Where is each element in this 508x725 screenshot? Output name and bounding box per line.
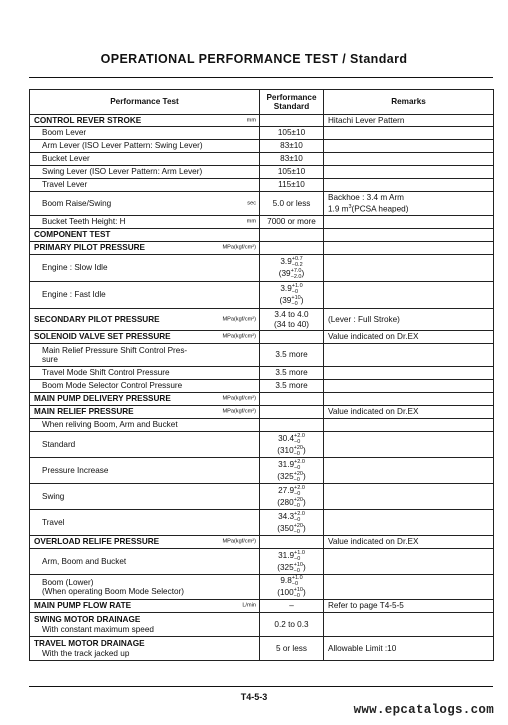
tol-down: −0 bbox=[291, 301, 298, 307]
row-label-line2: With constant maximum speed bbox=[42, 624, 154, 634]
row-unit: MPa(kgf/cm²) bbox=[222, 315, 256, 322]
row-name: Engine : Fast Idle bbox=[30, 282, 260, 309]
value-tolerance bbox=[294, 445, 303, 457]
table-row bbox=[30, 393, 494, 406]
row-remarks bbox=[324, 166, 494, 179]
table-row bbox=[30, 432, 494, 458]
table-row bbox=[30, 380, 494, 393]
value-main: 27.9 bbox=[278, 485, 295, 495]
table-row bbox=[30, 419, 494, 432]
row-label-line1: Main Relief Pressure Shift Control Pres- bbox=[42, 345, 188, 355]
row-name: Boom Mode Selector Control Pressure bbox=[30, 380, 260, 393]
row-remarks bbox=[324, 549, 494, 575]
table-row bbox=[30, 458, 494, 484]
header-test: Performance Test bbox=[30, 90, 260, 115]
performance-table bbox=[29, 89, 494, 661]
row-name bbox=[30, 344, 260, 367]
tol-up: +20 bbox=[293, 470, 303, 477]
row-value bbox=[260, 406, 324, 419]
remarks-line2-b: (PCSA heaped) bbox=[351, 204, 409, 214]
row-value bbox=[260, 115, 324, 127]
tol-up: +20 bbox=[293, 444, 303, 451]
value-main: 30.4 bbox=[278, 433, 295, 443]
table-row bbox=[30, 406, 494, 419]
remarks-line2: 1.9 m bbox=[328, 204, 349, 214]
row-name: Travel Mode Shift Control Pressure bbox=[30, 367, 260, 380]
row-value bbox=[260, 331, 324, 344]
row-remarks bbox=[324, 153, 494, 166]
tol-up: +20 bbox=[293, 522, 303, 529]
row-value: 105±10 bbox=[260, 127, 324, 140]
row-value: 83±10 bbox=[260, 153, 324, 166]
row-remarks: Hitachi Lever Pattern bbox=[324, 115, 494, 127]
row-label: PRIMARY PILOT PRESSURE bbox=[34, 243, 146, 253]
tol-up: +2.0 bbox=[294, 458, 305, 465]
tol-down: −0 bbox=[293, 593, 300, 599]
row-remarks bbox=[324, 419, 494, 432]
row-value bbox=[260, 255, 324, 282]
row-label: Bucket Teeth Height: H bbox=[42, 217, 126, 227]
row-label-line2: With the track jacked up bbox=[42, 648, 130, 658]
row-label: MAIN PUMP DELIVERY PRESSURE bbox=[34, 394, 171, 404]
value-tolerance bbox=[291, 295, 300, 307]
table-row bbox=[30, 179, 494, 192]
value-kgf: (100 bbox=[277, 588, 294, 598]
table-row bbox=[30, 600, 494, 613]
row-name bbox=[30, 192, 260, 216]
table-row bbox=[30, 127, 494, 140]
row-remarks bbox=[324, 458, 494, 484]
value-tolerance bbox=[292, 283, 303, 295]
row-remarks: Allowable Limit :10 bbox=[324, 637, 494, 661]
row-value bbox=[260, 510, 324, 536]
watermark: www.epcatalogs.com bbox=[353, 703, 494, 717]
tol-up: +1.0 bbox=[294, 549, 305, 556]
title-rule bbox=[29, 77, 493, 78]
table-row bbox=[30, 510, 494, 536]
row-name bbox=[30, 115, 260, 127]
tol-down: −0 bbox=[294, 516, 301, 523]
tol-down: −0 bbox=[294, 490, 301, 497]
row-label: MAIN RELIEF PRESSURE bbox=[34, 407, 134, 417]
row-remarks: (Lever : Full Stroke) bbox=[324, 309, 494, 331]
tol-up: +2.0 bbox=[294, 484, 305, 491]
value-kgf: (350 bbox=[277, 523, 294, 533]
row-value bbox=[260, 229, 324, 242]
tol-up: +7.0 bbox=[290, 268, 302, 274]
tol-down: −0 bbox=[294, 555, 301, 562]
table-row bbox=[30, 115, 494, 127]
tol-down: −2.0 bbox=[290, 274, 302, 280]
row-label: OVERLOAD RELIFE PRESSURE bbox=[34, 537, 160, 547]
tol-up: +10 bbox=[293, 587, 303, 593]
table-row bbox=[30, 549, 494, 575]
value-close: ) bbox=[303, 497, 306, 507]
row-remarks bbox=[324, 179, 494, 192]
row-remarks bbox=[324, 140, 494, 153]
row-remarks: Refer to page T4-5-5 bbox=[324, 600, 494, 613]
value-close: ) bbox=[303, 445, 306, 455]
page-number: T4-5-3 bbox=[240, 692, 268, 702]
footer-rule bbox=[29, 686, 493, 687]
table-row bbox=[30, 637, 494, 661]
row-value: 5 or less bbox=[260, 637, 324, 661]
row-name: Pressure Increase bbox=[30, 458, 260, 484]
row-unit: MPa(kgf/cm²) bbox=[222, 408, 256, 415]
value-close: ) bbox=[303, 588, 306, 598]
row-name: Standard bbox=[30, 432, 260, 458]
row-name bbox=[30, 406, 260, 419]
row-remarks bbox=[324, 255, 494, 282]
row-unit: MPa(kgf/cm²) bbox=[222, 244, 256, 251]
value-kgf: (280 bbox=[277, 497, 294, 507]
value-main: 9.8 bbox=[280, 576, 292, 586]
row-name bbox=[30, 536, 260, 549]
table-row bbox=[30, 153, 494, 166]
tol-down: −0 bbox=[293, 528, 300, 535]
header-standard-line1: Performance bbox=[266, 92, 317, 102]
value-tolerance bbox=[292, 256, 303, 268]
row-value: 3.5 more bbox=[260, 380, 324, 393]
tol-up: +10 bbox=[293, 561, 303, 568]
tol-up: +1.0 bbox=[291, 575, 303, 581]
value-main: 3.4 to 4.0 bbox=[274, 310, 309, 319]
row-unit: MPa(kgf/cm²) bbox=[222, 395, 256, 402]
row-value bbox=[260, 309, 324, 331]
tol-up: +2.0 bbox=[294, 432, 305, 439]
row-value bbox=[260, 419, 324, 432]
row-remarks bbox=[324, 216, 494, 229]
row-value bbox=[260, 282, 324, 309]
row-value: 0.2 to 0.3 bbox=[260, 613, 324, 637]
value-tolerance bbox=[294, 471, 303, 483]
row-remarks: Value indicated on Dr.EX bbox=[324, 406, 494, 419]
row-remarks bbox=[324, 282, 494, 309]
row-value: 3.5 more bbox=[260, 344, 324, 367]
remarks-sup: 3 bbox=[348, 203, 352, 210]
row-label: MAIN PUMP FLOW RATE bbox=[34, 601, 132, 611]
table-header bbox=[30, 90, 494, 115]
row-value: 7000 or more bbox=[260, 216, 324, 229]
tol-up: +10 bbox=[291, 295, 301, 301]
row-label-line2: (When operating Boom Mode Selector) bbox=[42, 587, 184, 596]
row-remarks bbox=[324, 575, 494, 600]
row-name: Swing bbox=[30, 484, 260, 510]
value-kgf: (310 bbox=[277, 445, 294, 455]
table-row bbox=[30, 331, 494, 344]
row-label: SOLENOID VALVE SET PRESSURE bbox=[34, 332, 171, 342]
row-name bbox=[30, 600, 260, 613]
value-kgf: (39 bbox=[278, 269, 291, 279]
row-label-line1: SWING MOTOR DRAINAGE bbox=[34, 615, 141, 624]
tol-up: +2.0 bbox=[294, 510, 305, 517]
row-remarks bbox=[324, 393, 494, 406]
tol-down: −0 bbox=[291, 581, 299, 587]
row-remarks bbox=[324, 192, 494, 216]
tol-down: −0 bbox=[293, 450, 300, 457]
value-tolerance bbox=[294, 550, 305, 562]
table-row bbox=[30, 613, 494, 637]
tol-down: −0 bbox=[293, 502, 300, 509]
table-row bbox=[30, 282, 494, 309]
row-remarks: Value indicated on Dr.EX bbox=[324, 331, 494, 344]
row-remarks bbox=[324, 432, 494, 458]
tol-down: −0 bbox=[291, 289, 299, 295]
row-unit: mm bbox=[246, 218, 256, 225]
header-standard-line2: Standard bbox=[273, 102, 310, 111]
row-label: Boom Raise/Swing bbox=[42, 198, 112, 208]
row-name: Boom Lever bbox=[30, 127, 260, 140]
row-unit: L/min bbox=[242, 602, 256, 609]
row-name: Swing Lever (ISO Lever Pattern: Arm Lever) bbox=[30, 166, 260, 179]
table-row bbox=[30, 192, 494, 216]
table-row bbox=[30, 216, 494, 229]
row-value bbox=[260, 575, 324, 600]
row-label-line1: TRAVEL MOTOR DRAINAGE bbox=[34, 639, 145, 648]
tol-down: −0.2 bbox=[291, 262, 303, 268]
value-close: ) bbox=[303, 471, 306, 481]
row-value: 83±10 bbox=[260, 140, 324, 153]
row-value: 105±10 bbox=[260, 166, 324, 179]
value-tolerance bbox=[294, 587, 303, 599]
value-close: ) bbox=[303, 562, 306, 572]
tol-up: +1.0 bbox=[291, 283, 303, 289]
table-row bbox=[30, 344, 494, 367]
table-row bbox=[30, 242, 494, 255]
table-row bbox=[30, 536, 494, 549]
row-remarks: Value indicated on Dr.EX bbox=[324, 536, 494, 549]
row-remarks bbox=[324, 510, 494, 536]
value-main: 3.9 bbox=[280, 284, 292, 294]
row-value bbox=[260, 242, 324, 255]
value-kgf: (325 bbox=[277, 562, 294, 572]
table-row bbox=[30, 309, 494, 331]
row-value bbox=[260, 484, 324, 510]
row-value bbox=[260, 432, 324, 458]
row-unit: sec bbox=[247, 199, 256, 206]
row-name: Arm, Boom and Bucket bbox=[30, 549, 260, 575]
value-tolerance bbox=[294, 511, 305, 523]
row-unit: MPa(kgf/cm²) bbox=[222, 538, 256, 545]
table-row bbox=[30, 484, 494, 510]
value-tolerance bbox=[292, 575, 303, 587]
value-close: ) bbox=[300, 296, 304, 306]
table-row bbox=[30, 229, 494, 242]
value-tolerance bbox=[294, 562, 303, 574]
table-row bbox=[30, 255, 494, 282]
value-main: 31.9 bbox=[278, 550, 295, 560]
row-remarks bbox=[324, 613, 494, 637]
value-main: 3.9 bbox=[280, 257, 292, 267]
row-value: – bbox=[260, 600, 324, 613]
row-name bbox=[30, 613, 260, 637]
value-tolerance bbox=[294, 459, 305, 471]
row-unit: MPa(kgf/cm²) bbox=[222, 333, 256, 340]
page-title: OPERATIONAL PERFORMANCE TEST / Standard bbox=[100, 52, 408, 66]
tol-down: −0 bbox=[293, 476, 300, 483]
row-name: When reliving Boom, Arm and Bucket bbox=[30, 419, 260, 432]
row-label: SECONDARY PILOT PRESSURE bbox=[34, 314, 160, 324]
table-row bbox=[30, 140, 494, 153]
row-name bbox=[30, 309, 260, 331]
row-name: COMPONENT TEST bbox=[30, 229, 260, 242]
row-remarks bbox=[324, 229, 494, 242]
row-name: Travel Lever bbox=[30, 179, 260, 192]
row-label-line2: sure bbox=[42, 355, 58, 364]
row-value bbox=[260, 393, 324, 406]
row-name bbox=[30, 575, 260, 600]
row-name bbox=[30, 216, 260, 229]
value-kgf: (39 bbox=[279, 296, 292, 306]
remarks-line1: Backhoe : 3.4 m Arm bbox=[328, 193, 404, 203]
row-remarks bbox=[324, 380, 494, 393]
tol-up: +0.7 bbox=[291, 256, 303, 262]
value-close: ) bbox=[303, 523, 306, 533]
header-remarks: Remarks bbox=[324, 90, 494, 115]
row-remarks bbox=[324, 127, 494, 140]
table-row bbox=[30, 166, 494, 179]
header-standard bbox=[260, 90, 324, 115]
value-tolerance bbox=[290, 268, 305, 280]
row-value bbox=[260, 536, 324, 549]
row-name bbox=[30, 637, 260, 661]
row-name bbox=[30, 393, 260, 406]
row-name bbox=[30, 242, 260, 255]
value-kgf: (325 bbox=[277, 471, 294, 481]
tol-down: −0 bbox=[294, 438, 301, 445]
value-main: 34.3 bbox=[278, 511, 295, 521]
value-tolerance bbox=[294, 485, 305, 497]
row-remarks bbox=[324, 367, 494, 380]
row-value: 115±10 bbox=[260, 179, 324, 192]
table-row bbox=[30, 575, 494, 600]
value-tolerance bbox=[294, 497, 303, 509]
row-value: 3.5 more bbox=[260, 367, 324, 380]
row-remarks bbox=[324, 484, 494, 510]
row-remarks bbox=[324, 344, 494, 367]
row-label: CONTROL REVER STROKE bbox=[34, 115, 142, 125]
value-kgf: (34 to 40) bbox=[273, 319, 310, 329]
table-row bbox=[30, 367, 494, 380]
row-name: Engine : Slow Idle bbox=[30, 255, 260, 282]
tol-up: +20 bbox=[293, 496, 303, 503]
row-name: Arm Lever (ISO Lever Pattern: Swing Lever) bbox=[30, 140, 260, 153]
row-unit: mm bbox=[246, 116, 256, 123]
row-value bbox=[260, 549, 324, 575]
row-label-line1: Boom (Lower) bbox=[42, 577, 94, 587]
value-tolerance bbox=[294, 523, 303, 535]
row-remarks bbox=[324, 242, 494, 255]
value-close: ) bbox=[301, 269, 305, 279]
value-tolerance bbox=[294, 433, 305, 445]
row-name: Travel bbox=[30, 510, 260, 536]
row-name bbox=[30, 331, 260, 344]
tol-down: −0 bbox=[294, 464, 301, 471]
row-name: Bucket Lever bbox=[30, 153, 260, 166]
row-value: 5.0 or less bbox=[260, 192, 324, 216]
tol-down: −0 bbox=[293, 567, 300, 574]
row-value bbox=[260, 458, 324, 484]
value-main: 31.9 bbox=[278, 459, 295, 469]
